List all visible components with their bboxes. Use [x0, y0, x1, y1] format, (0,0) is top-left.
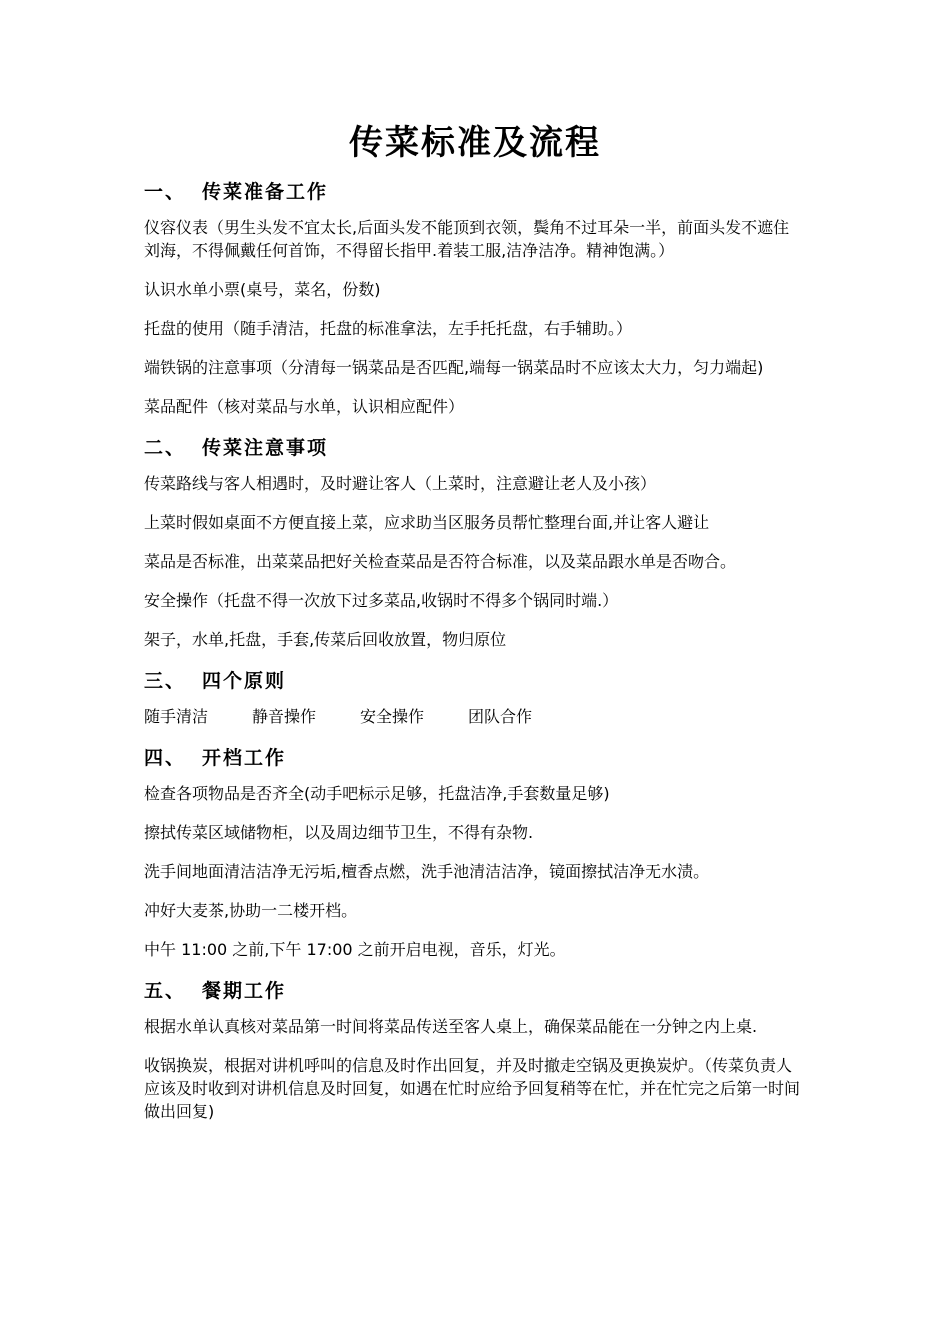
section-heading — [144, 434, 804, 462]
paragraph: 擦拭传菜区域储物柜，以及周边细节卫生，不得有杂物. — [144, 823, 534, 842]
section-title: 传菜注意事项 — [202, 437, 329, 459]
principle-item: 团队合作 — [468, 707, 533, 726]
section-number: 三、 — [144, 670, 187, 692]
paragraph: 中午 11:00 之前,下午 17:00 之前开启电视，音乐，灯光。 — [144, 940, 566, 959]
principle-item: 安全操作 — [360, 707, 425, 726]
paragraph: 收锅换炭，根据对讲机呼叫的信息及时作出回复，并及时撤走空锅及更换炭炉。（传菜负责人应该及时收到对讲机信息及时回复，如遇在忙时应给予回复稍等在忙，并在忙完之后第一时间做出回复) — [144, 1056, 801, 1121]
paragraph: 架子，水单,托盘，手套,传菜后回收放置，物归原位 — [144, 630, 507, 649]
section-number: 一、 — [144, 181, 187, 203]
document-body — [144, 178, 804, 1139]
section-title: 开档工作 — [202, 747, 287, 769]
section-title: 餐期工作 — [202, 980, 287, 1002]
section-title: 传菜准备工作 — [202, 181, 329, 203]
paragraph: 上菜时假如桌面不方便直接上菜，应求助当区服务员帮忙整理台面,并让客人避让 — [144, 513, 710, 532]
principle-item: 静音操作 — [252, 707, 317, 726]
section-heading — [144, 744, 804, 772]
section-opening — [144, 744, 804, 961]
section-principles — [144, 667, 804, 728]
paragraph: 根据水单认真核对菜品第一时间将菜品传送至客人桌上，确保菜品能在一分钟之内上桌. — [144, 1017, 758, 1036]
paragraph: 传菜路线与客人相遇时，及时避让客人（上菜时，注意避让老人及小孩） — [144, 474, 657, 493]
section-number: 二、 — [144, 437, 187, 459]
section-title: 四个原则 — [202, 670, 287, 692]
paragraph: 洗手间地面清洁洁净无污垢,檀香点燃，洗手池清洁洁净，镜面擦拭洁净无水渍。 — [144, 862, 710, 881]
paragraph: 托盘的使用（随手清洁，托盘的标准拿法，左手托托盘，右手辅助。） — [144, 319, 633, 338]
principle-item: 随手清洁 — [144, 707, 209, 726]
page-title: 传菜标准及流程 — [349, 123, 601, 163]
section-number: 五、 — [144, 980, 187, 1002]
section-heading — [144, 178, 804, 206]
section-service-period — [144, 977, 804, 1123]
section-heading — [144, 667, 804, 695]
paragraph: 菜品配件（核对菜品与水单，认识相应配件） — [144, 397, 465, 416]
paragraph: 端铁锅的注意事项（分清每一锅菜品是否匹配,端每一锅菜品时不应该太大力，匀力端起) — [144, 358, 764, 377]
paragraph: 认识水单小票(桌号，菜名，份数) — [144, 280, 381, 299]
section-heading — [144, 977, 804, 1005]
paragraph: 冲好大麦茶,协助一二楼开档。 — [144, 901, 358, 920]
paragraph: 安全操作（托盘不得一次放下过多菜品,收锅时不得多个锅同时端.） — [144, 591, 619, 610]
section-precautions — [144, 434, 804, 651]
paragraph: 菜品是否标准，出菜菜品把好关检查菜品是否符合标准，以及菜品跟水单是否吻合。 — [144, 552, 737, 571]
principles-list — [144, 705, 804, 728]
paragraph: 检查各项物品是否齐全(动手吧标示足够，托盘洁净,手套数量足够) — [144, 784, 610, 803]
section-number: 四、 — [144, 747, 187, 769]
section-preparation — [144, 178, 804, 418]
paragraph: 仪容仪表（男生头发不宜太长,后面头发不能顶到衣领，鬓角不过耳朵一半，前面头发不遮住刘海，不得佩戴任何首饰，不得留长指甲.着装工服,洁净洁净。精神饱满。） — [144, 218, 790, 260]
